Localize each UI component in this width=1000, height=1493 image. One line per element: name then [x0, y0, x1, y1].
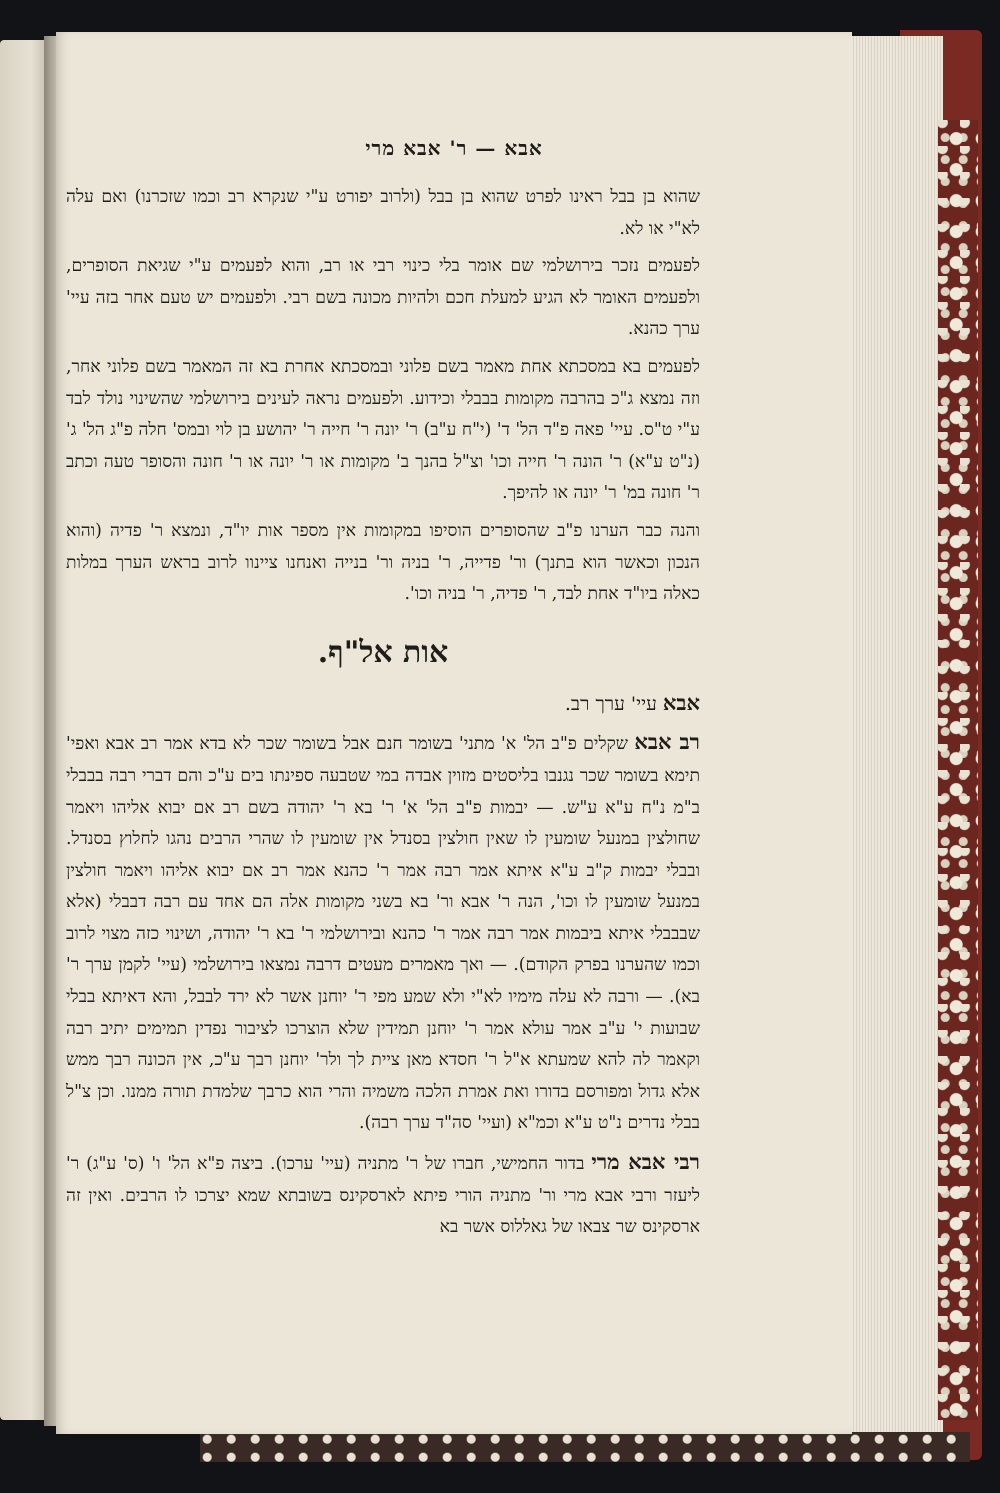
- entry-lemma: אבא: [662, 689, 700, 715]
- page-edges: [848, 36, 943, 1434]
- entry-aba: [66, 687, 700, 721]
- entry-lemma: רב אבא: [634, 729, 700, 755]
- entry-text: עיי' ערך רב.: [564, 692, 663, 715]
- running-header: אבא — ר' אבא מרי: [365, 136, 543, 160]
- paragraph: והנה כבר הערנו פ"ב שהסופרים הוסיפו במקומות אין מספר אות יו"ד, ונמצא ר' פדיה (והוא הנכון וכאשר הוא בתנך) ור' פדייה, ר' בניה ור' בנייה ואנחנו ציינוו לרוב בראש הערך במלות כאלה ביו"ד אחת לבד, ר' פדיה, ר' בניה וכו'.: [66, 520, 700, 605]
- bottom-speckled-edge: [200, 1432, 970, 1462]
- entry-rabbi-aba-mari: [66, 1146, 700, 1244]
- entry-rav-aba: [66, 726, 700, 1140]
- paragraph: שהוא בן בבל ראינו לפרט שהוא בן בבל (ולרוב יפורט ע"י שנקרא רב וכמו שזכרנו) ואם עלה לא"י או לא.: [66, 187, 700, 239]
- section-title: אות אל"ף.: [317, 634, 449, 670]
- entry-text: בדור החמישי, חברו של ר' מתניה (עיי' ערכו). ביצה פ"א הל' ו' (ס' ע"ג) ר' ליעזר ורבי אבא מרי ור' מתניה הורי פיתא לארסקינס בשובתא שמא יצרכו לו הרבים. ואין זה ארסקינס שר צבאו של גאללוס אשר בא: [66, 1154, 700, 1238]
- paragraph: לפעמים נזכר בירושלמי שם אומר בלי כינוי רבי או רב, והוא לפעמים ע"י שגיאת הסופרים, ולפעמים האומר לא הגיע למעלת חכם ולהיות מכונה בשם רבי. ולפעמים יש טעם אחר בזה עיי' ערך כהנא.: [66, 256, 700, 340]
- entry-text: שקלים פ"ב הל' א' מתני' בשומר חנם אבל בשומר שכר לא בדא אמר רב אבא ואפי' תימא בשומר שכר נגנבו בליסטים מזוין אבדה במי שטבעה ספינתו בים ע"כ והם דברי רבה בבבלי ב"מ נ"ח ע"א ע"ש. — יבמות פ"ב הל' א' ר' בא ר' יהודה בשם רב אם יבוא אליהו ויאמר שחולצין במנעל שומעין לו שאין חולצין בסנדל אין שומעין לו שהרי הרבים נהגו לחלוץ בסנדל. ובבלי יבמות ק"ב ע"א איתא אמר רבה אמר ר' כהנא אמר רב אם יבוא אליהו ויאמר חולצין במנעל שומעין לו וכו', הנה ר' אבא ור' בא בשני מקומות אלה הם אחד עם רבה דבבלי (אלא שבבבלי איתא ביבמות אמר רבה אמר ר' כהנא ובירושלמי ר' בא ר' יהודה, ושינוי כזה מצוי לרוב וכמו שהערנו בפרק הקודם). — ואך מאמרים מעטים דרבה נמצאו בירושלמי (עיי' לקמן ערך ר' בא). — ורבה לא עלה מימיו לא"י ולא שמע מפי ר' יוחנן אשר לא ירד לבבל, והא דאיתא בבלי שבועות י' ע"ב אמר עולא אמר ר' יוחנן תמידין שלא הוצרכו לציבור נפדין תמימים יתיב רבה וקאמר לה להא שמעתא א"ל ר' חסדא מאן ציית לך ולר' יוחנן רבך ע"כ, אין הכונה רבך ממש אלא גדול ומפורסם בדורו ואת אמרת הלכה משמיה והרי הוא כרבך שלמדת תורה ממנו. וכן צ"ל בבלי נדרים נ"ט ע"א וכמ"א (ועיי' סה"ד ערך רבה).: [66, 734, 700, 1134]
- book-page: [56, 32, 852, 1434]
- entry-lemma: רבי אבא מרי: [591, 1149, 700, 1175]
- paragraph: לפעמים בא במסכתא אחת מאמר בשם פלוני ובמסכתא אחרת בא זה המאמר בשם פלוני אחר, וזה נמצא ג"כ בהרבה מקומות בבבלי וכידוע. ולפעמים נראה לעינים בירושלמי שהשינוי נולד לבד ע"י ט"ס. עיי' פאה פ"ד הל' ד' (י"ח ע"ב) ר' יונה ר' חייה ר' יהושע בן לוי ובמס' חלה פ"ג הל' ג' (נ"ט ע"א) ר' הונה ר' חייה וכו' וצ"ל בהנך ב' מקומות או ר' יונה או ר' חונה והסופר טעה וכתב ר' חונה במ' ר' יונה או להיפך.: [66, 356, 700, 504]
- page-text: [66, 182, 700, 1250]
- speckled-edge: [938, 120, 978, 1420]
